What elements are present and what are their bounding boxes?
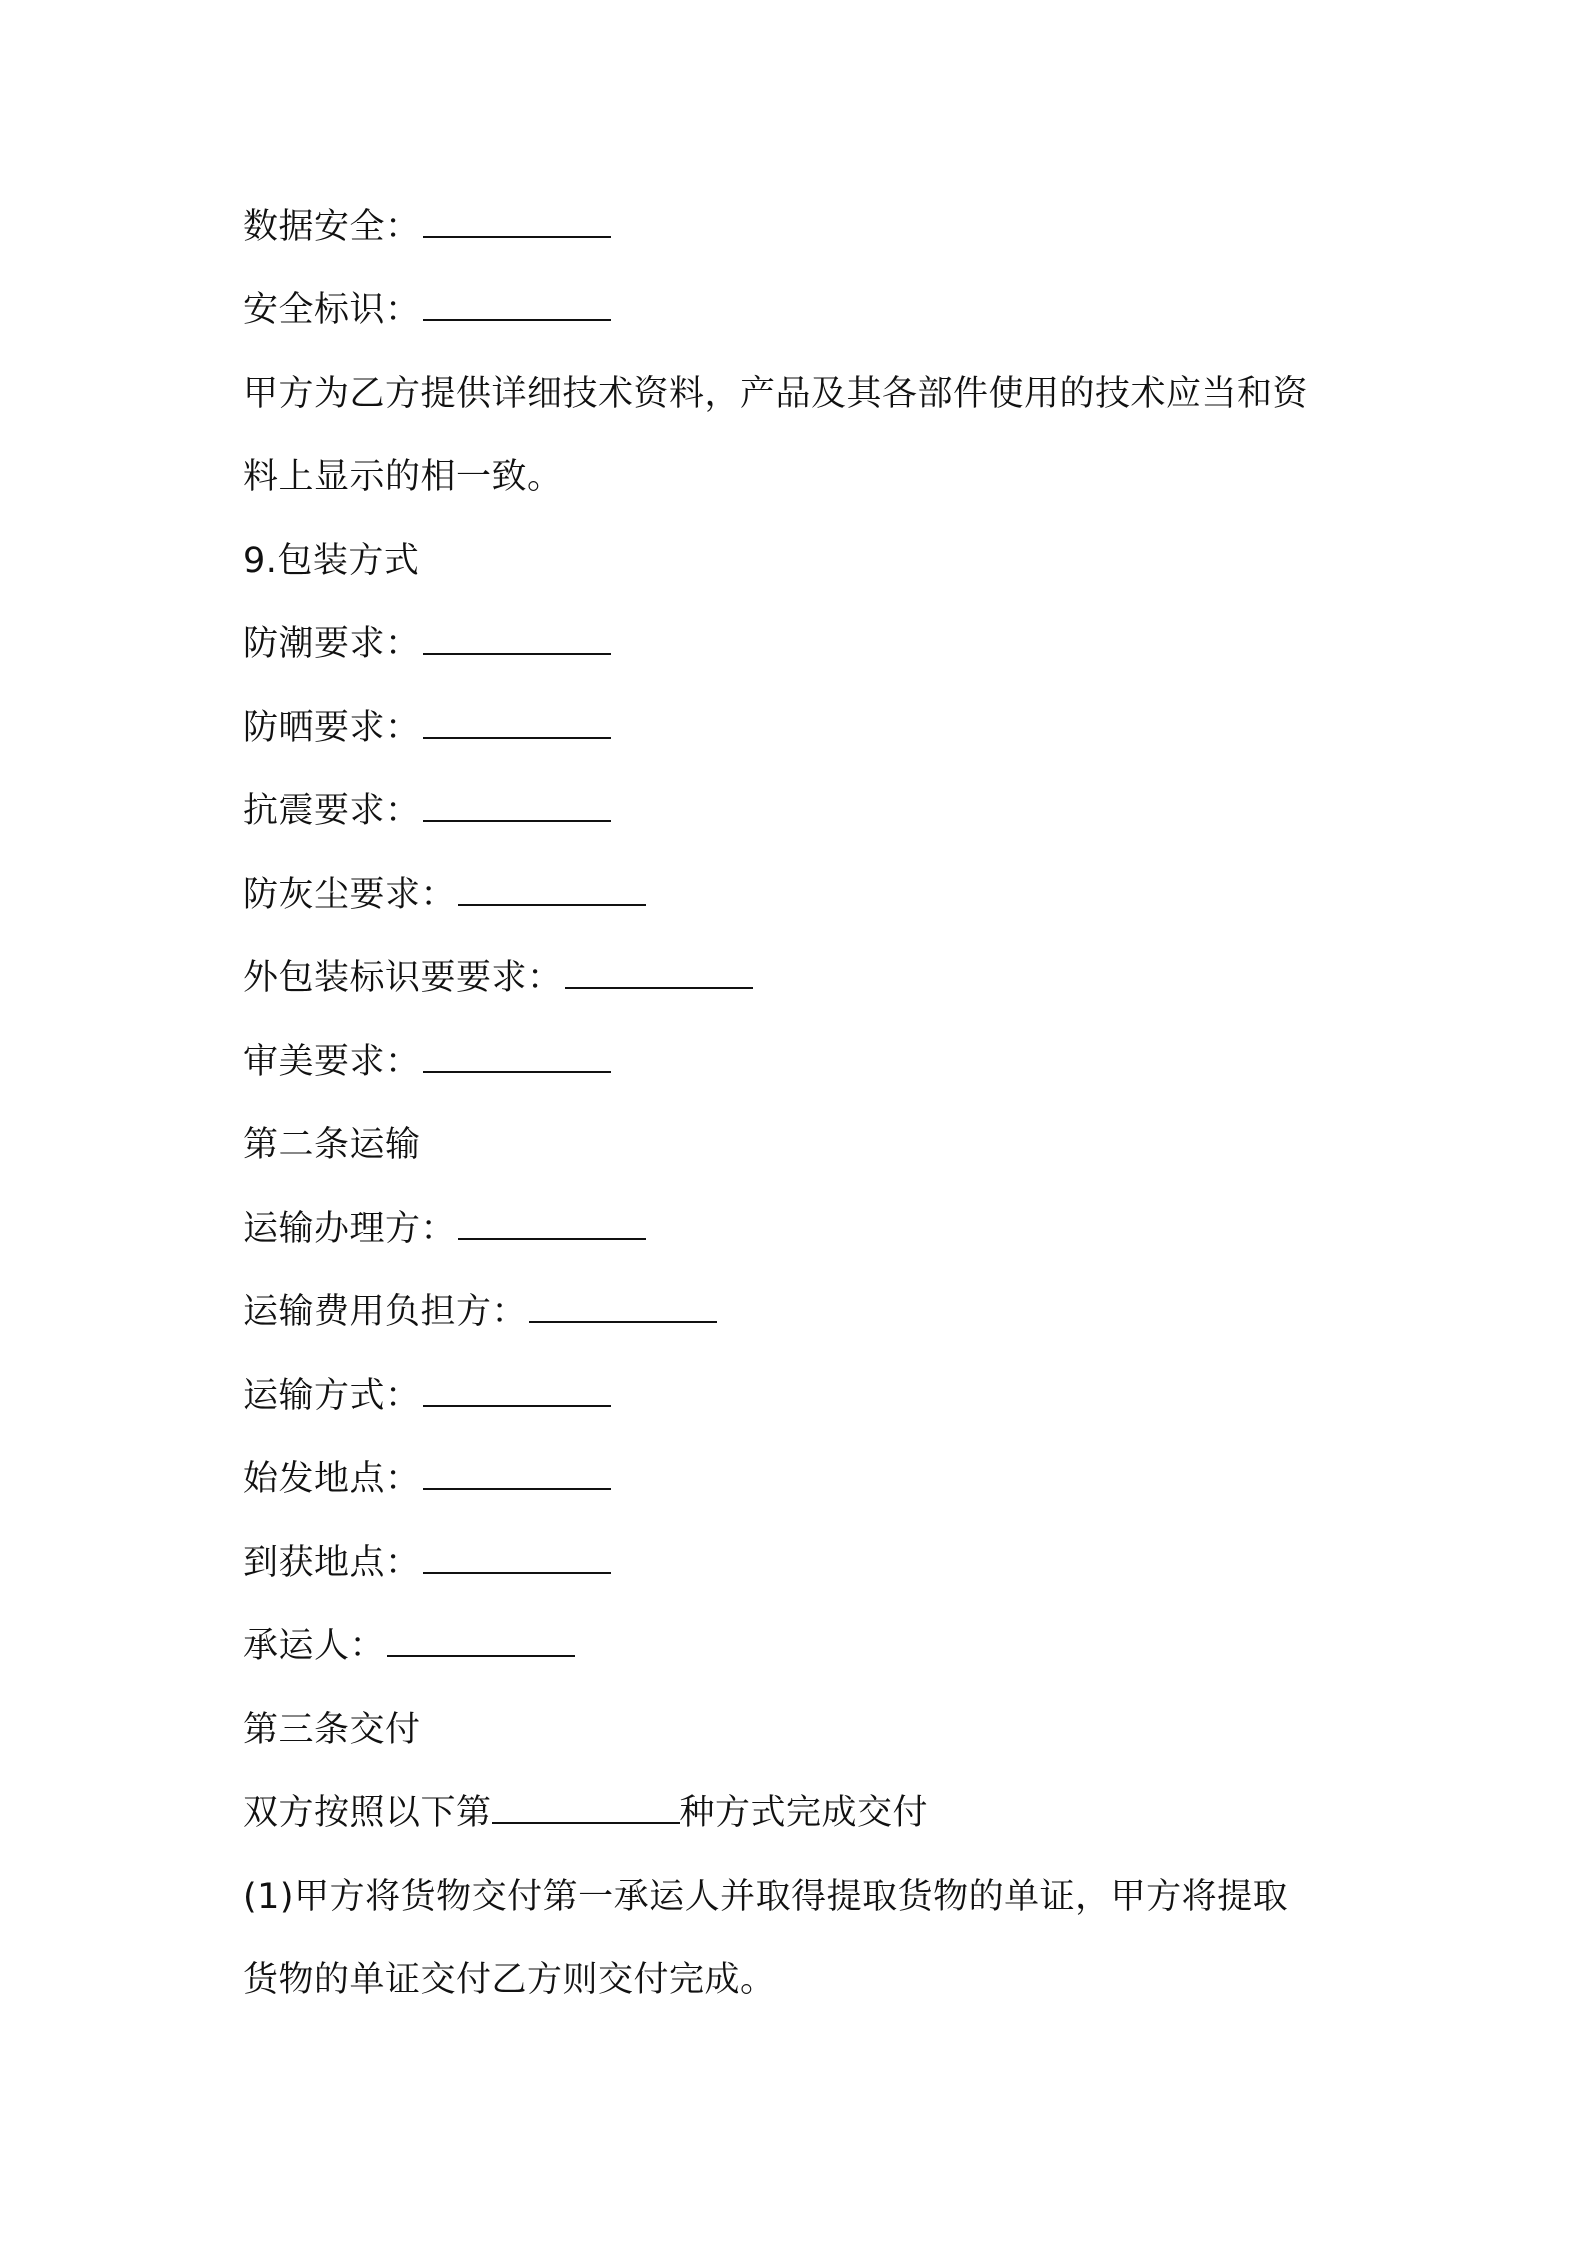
paragraph-text (243, 1956, 776, 2004)
field-dustproof (243, 871, 646, 919)
field-label: 运输办理方： (243, 1209, 457, 1249)
field-label: 到获地点： (243, 1543, 421, 1583)
sentence-after: 种方式完成交付 (679, 1793, 929, 1833)
field-destination (243, 1539, 611, 1587)
paragraph-text (243, 370, 1308, 418)
field-security-mark (243, 286, 611, 334)
section-heading: 第三条交付 (243, 1710, 421, 1750)
field-label: 防潮要求： (243, 624, 421, 664)
paragraph-line: (1)甲方将货物交付第一承运人并取得提取货物的单证，甲方将提取 (243, 1877, 1289, 1917)
fill-blank (423, 623, 611, 655)
field-transport-handler (243, 1205, 646, 1253)
section-heading-packaging (243, 537, 419, 585)
field-label: 审美要求： (243, 1042, 421, 1082)
delivery-method-sentence (243, 1789, 928, 1837)
fill-blank (423, 1542, 611, 1574)
fill-blank (423, 1375, 611, 1407)
field-outer-label (243, 954, 753, 1002)
field-data-security (243, 203, 611, 251)
field-label: 防晒要求： (243, 708, 421, 748)
field-aesthetic (243, 1038, 611, 1086)
fill-blank (458, 1208, 646, 1240)
section-heading-transport (243, 1121, 421, 1169)
field-label: 数据安全： (243, 207, 421, 247)
fill-blank (565, 957, 753, 989)
fill-blank (423, 206, 611, 238)
field-sun-protection (243, 704, 611, 752)
paragraph-line: 料上显示的相一致。 (243, 457, 563, 497)
field-label: 始发地点： (243, 1459, 421, 1499)
fill-blank (423, 707, 611, 739)
paragraph-text (243, 453, 563, 501)
field-shockproof (243, 787, 611, 835)
fill-blank (423, 289, 611, 321)
fill-blank (423, 1041, 611, 1073)
section-heading: 9.包装方式 (243, 541, 420, 581)
field-label: 抗震要求： (243, 791, 421, 831)
field-label: 运输费用负担方： (243, 1292, 528, 1332)
fill-blank (492, 1792, 680, 1824)
field-label: 外包装标识要要求： (243, 958, 563, 998)
paragraph-line: 甲方为乙方提供详细技术资料，产品及其各部件使用的技术应当和资 (243, 374, 1309, 414)
fill-blank (529, 1291, 717, 1323)
field-label: 承运人： (243, 1626, 386, 1666)
field-label: 运输方式： (243, 1376, 421, 1416)
sentence-before: 双方按照以下第 (243, 1793, 492, 1833)
field-carrier (243, 1622, 575, 1670)
field-label: 安全标识： (243, 290, 421, 330)
paragraph-text (243, 1873, 1288, 1921)
fill-blank (387, 1625, 575, 1657)
paragraph-line: 货物的单证交付乙方则交付完成。 (243, 1960, 776, 2000)
field-transport-method (243, 1372, 611, 1420)
field-transport-cost (243, 1288, 717, 1336)
section-heading-delivery (243, 1706, 421, 1754)
fill-blank (458, 874, 646, 906)
fill-blank (423, 790, 611, 822)
fill-blank (423, 1458, 611, 1490)
field-origin (243, 1455, 611, 1503)
section-heading: 第二条运输 (243, 1125, 421, 1165)
field-label: 防灰尘要求： (243, 875, 457, 915)
field-moisture (243, 620, 611, 668)
